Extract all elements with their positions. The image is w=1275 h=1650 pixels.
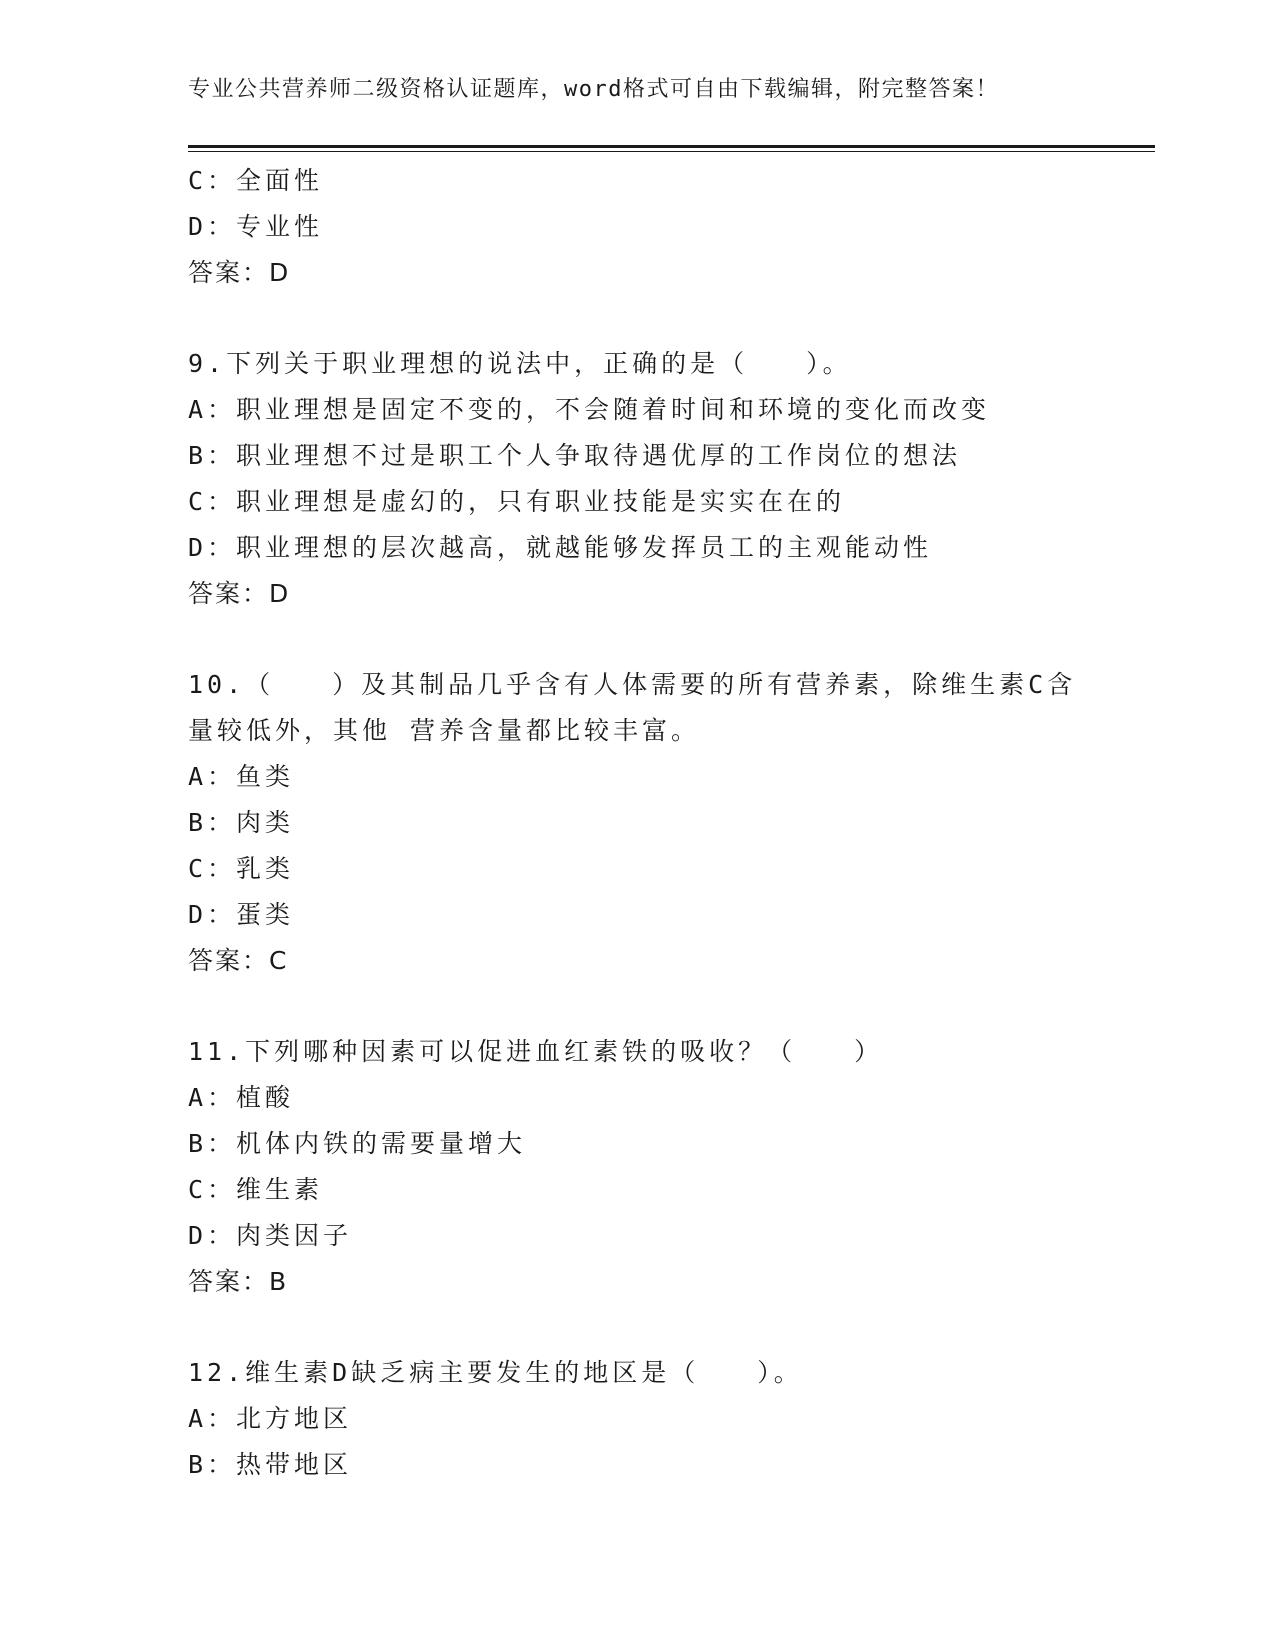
- question-stem: 12.维生素D缺乏病主要发生的地区是（ ）。: [188, 1358, 803, 1387]
- question-10: [188, 662, 1088, 984]
- option-a: A：职业理想是固定不变的，不会随着时间和环境的变化而改变: [188, 395, 991, 424]
- question-list: [188, 158, 1088, 1488]
- option-a: A：北方地区: [188, 1404, 353, 1433]
- question-stem: 9.下列关于职业理想的说法中，正确的是（ ）。: [188, 349, 852, 378]
- option-c: C：乳类: [188, 854, 295, 883]
- question-9: [188, 341, 1088, 617]
- question-stem-line-2: 量较低外，其他 营养含量都比较丰富。: [188, 716, 701, 745]
- prev-question: [188, 158, 1088, 296]
- question-stem: 11.下列哪种因素可以促进血红素铁的吸收？（ ）: [188, 1037, 884, 1066]
- option-d: D：专业性: [188, 212, 324, 241]
- option-d: D：肉类因子: [188, 1221, 353, 1250]
- question-stem-line-1: 10.（ ）及其制品几乎含有人体需要的所有营养素，除维生素C含: [188, 670, 1077, 699]
- option-b: B：职业理想不过是职工个人争取待遇优厚的工作岗位的想法: [188, 441, 962, 470]
- option-c: C：全面性: [188, 166, 324, 195]
- answer: 答案：D: [188, 579, 291, 608]
- option-d: D：蛋类: [188, 900, 295, 929]
- answer: 答案：B: [188, 1267, 289, 1296]
- option-a: A：植酸: [188, 1083, 295, 1112]
- option-b: B：肉类: [188, 808, 295, 837]
- option-c: C：职业理想是虚幻的，只有职业技能是实实在在的: [188, 487, 846, 516]
- header-rule-thin: [188, 151, 1155, 152]
- option-c: C：维生素: [188, 1175, 324, 1204]
- question-12: [188, 1350, 1088, 1488]
- option-b: B：机体内铁的需要量增大: [188, 1129, 527, 1158]
- answer: 答案：C: [188, 946, 289, 975]
- option-b: B：热带地区: [188, 1450, 353, 1479]
- header-rule-thick: [188, 145, 1155, 148]
- answer: 答案：D: [188, 258, 291, 287]
- question-11: [188, 1029, 1088, 1305]
- option-a: A：鱼类: [188, 762, 295, 791]
- option-d: D：职业理想的层次越高，就越能够发挥员工的主观能动性: [188, 533, 933, 562]
- page-header: 专业公共营养师二级资格认证题库，word格式可自由下载编辑，附完整答案！: [188, 77, 999, 102]
